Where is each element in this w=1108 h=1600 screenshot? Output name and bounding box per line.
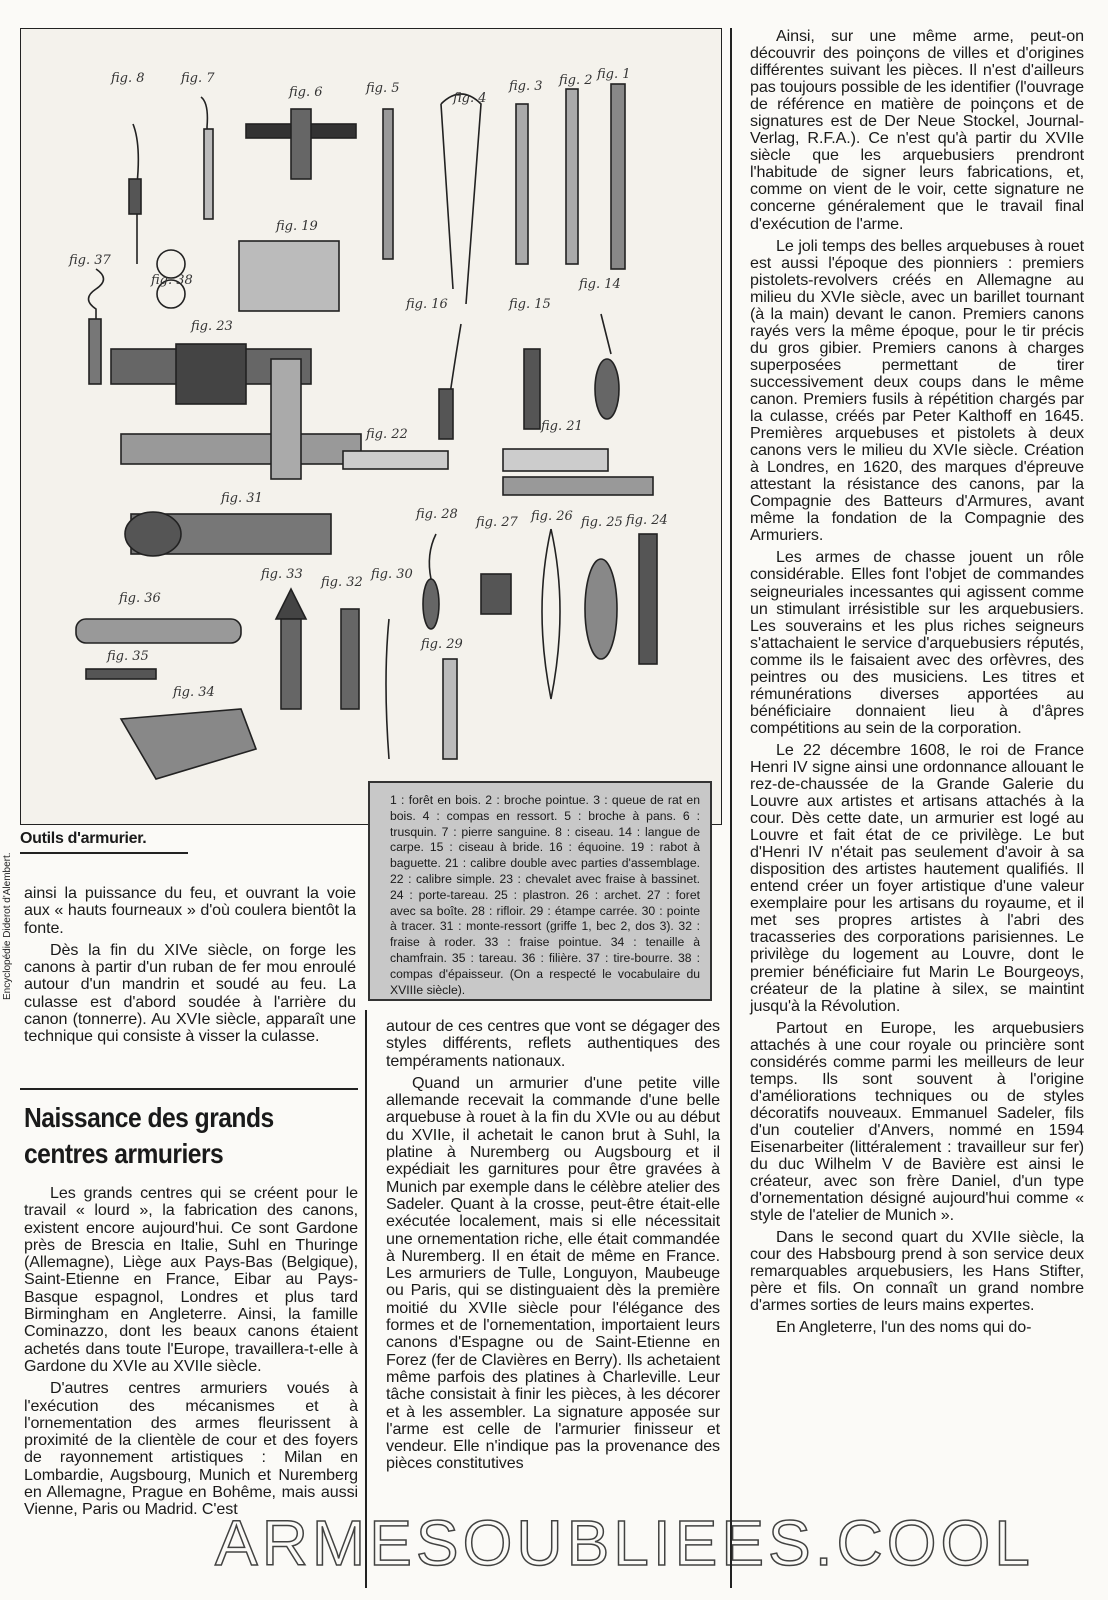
paragraph: ainsi la puissance du feu, et ouvrant la voie aux « hauts fourneaux » d'où coulera bientôt la fonte. <box>24 884 356 937</box>
column-divider <box>365 1010 367 1588</box>
tools-engraving-plate <box>20 28 722 825</box>
fig-label: fig. 29 <box>421 637 463 652</box>
paragraph: Partout en Europe, les arquebusiers attachés à une cour royale ou princière sont considérés comme parmi les meilleurs de leur temps. Ils sont souvent à l'origine d'améliorations techniques ou de styles décoratifs nouveaux. Emmanuel Sadeler, fils d'un coutelier d'Anvers, nommé en 1594 Eisenarbeiter (littéralement : travailleur sur fer) du duc Wilhelm V de Bavière est ainsi le créateur, avec son frère Daniel, d'un type d'ornementation désigné aujourd'hui comme « style de l'atelier de Munich ». <box>750 1018 1084 1225</box>
section-rule <box>20 1088 358 1090</box>
paragraph: Ainsi, sur une même arme, peut-on découvrir des poinçons de villes et d'origines différentes suivant les pièces. Il n'est d'ailleurs pas toujours possible de les identifier (l'ouvrage de référence en matière de poinçons et de signatures est de Der Neue Stockel, Journal-Verlag, R.F.A.). Ce n'est qu'à partir du XVIIe siècle que les arquebusiers prendront l'habitude de signer leurs fabrications, et, comme on vient de le voir, cette signature ne concerne généralement que le travail final d'exécution de l'arme. <box>750 27 1084 233</box>
fig-label: fig. 19 <box>276 219 318 234</box>
column-2 <box>386 1018 720 1473</box>
fig-label: fig. 2 <box>559 73 593 88</box>
fig-label: fig. 30 <box>371 567 413 582</box>
paragraph: Le joli temps des belles arquebuses à rouet est aussi l'époque des pionniers : premiers pistolets-revolvers créés en Allemagne au milieu du XVIe siècle, avec un barillet tournant (à la main) devant le canon. Premiers canons rayés vers la même époque, pour le tir précis du gros gibier. Premiers canons à charges superposées permettant de tirer successivement deux coups dans le même canon. Premiers fusils à répétition chargés par la culasse, créés par Peter Kalthoff en 1645. Premières arquebuses et pistolets à deux canons vers le milieu du XVIe siècle. Création à Londres, en 1620, des marques d'épreuve attestant la résistance des canons, par la Compagnie des Batteurs d'Armures, avant même la fondation de la Compagnie des Armuriers. <box>750 236 1084 545</box>
column-3 <box>750 28 1084 1337</box>
fig-label: fig. 37 <box>69 253 111 268</box>
fig-label: fig. 1 <box>597 67 631 82</box>
fig-label: fig. 25 <box>581 515 623 530</box>
caption-underline <box>20 852 188 854</box>
figure-legend: 1 : forêt en bois. 2 : broche pointue. 3 : queue de rat en bois. 4 : compas en ressort. 5 : broche à pans. 6 : trusquin. 7 : pierre sanguine. 8 : ciseau. 14 : langue de carpe. 15 : ciseau à bride. 16 : équoine. 19 : rabot à baguette. 21 : calibre double avec parties d'assemblage. 22 : calibre simple. 23 : chevalet avec fraise à bassinet. 24 : porte-tareau. 25 : plastron. 26 : archet. 27 : foret avec sa boîte. 28 : rifloir. 29 : étampe carrée. 30 : pointe à tracer. 31 : monte-ressort (griffe 1, bec 2, dos 3). 32 : fraise à roder. 33 : fraise pointue. 34 : tenaille à chamfrain. 35 : tareau. 36 : filière. 37 : tire-bourre. 38 : compas d'épaisseur. (On a respecté le vocabulaire du XVIIIe siècle). <box>368 781 712 1001</box>
fig-label: fig. 35 <box>107 649 149 664</box>
fig-label: fig. 3 <box>509 79 543 94</box>
watermark: ARMESOUBLIEES.COOL <box>215 1507 1034 1579</box>
fig-label: fig. 28 <box>416 507 458 522</box>
fig-label: fig. 6 <box>289 85 323 100</box>
fig-label: fig. 36 <box>119 591 161 606</box>
fig-label: fig. 23 <box>191 319 233 334</box>
fig-label: fig. 5 <box>366 81 400 96</box>
paragraph: Quand un armurier d'une petite ville allemande recevait la commande d'une belle arquebuse à rouet à la fin du XVIe ou au début du XVIIe, il achetait le canon brut à Suhl, la platine à Nuremberg ou Augsbourg et il expédiait les garnitures pour être gravées à Munich par exemple dans le célèbre atelier des Sadeler. Quant à la crosse, peut-être était-elle exécutée localement, mais si elle nécessitait une ornementation riche, elle était commandée à Nuremberg. Il en était de même en France. Les armuriers de Tulle, Longuyon, Maubeuge ou Paris, qui se distinguaient dès la première moitié du XVIIe siècle pour l'élégance des formes et de l'ornementation, importaient leurs canons d'Espagne ou de Saint-Etienne en Forez (fer de Clavières en Berry). Ils achetaient même parfois des platines à Charleville. Leur tâche consistait à finir les pièces, à les décorer et à les assembler. La signature apposée sur l'arme est celle de l'armurier finisseur et vendeur. Elle n'indique pas la provenance des pièces constitutives <box>386 1073 720 1473</box>
fig-label: fig. 27 <box>476 515 518 530</box>
fig-label: fig. 7 <box>181 71 215 86</box>
caption-title: Outils d'armurier. <box>20 830 147 847</box>
fig-label: fig. 26 <box>531 509 573 524</box>
fig-label: fig. 4 <box>453 91 487 106</box>
fig-label: fig. 33 <box>261 567 303 582</box>
fig-label: fig. 31 <box>221 491 263 506</box>
column-divider <box>730 28 732 1588</box>
paragraph: Les grands centres qui se créent pour le travail « lourd », la fabrication des canons, existent encore aujourd'hui. Ce sont Gardone près de Brescia en Italie, Suhl en Thuringe (Allemagne), Liège aux Pays-Bas (Belgique), Saint-Etienne en France, Eibar au Pays-Basque espagnol, Londres et plus tard Birmingham en Angleterre. Ainsi, la famille Cominazzo, dont les beaux canons étaient achetés dans toute l'Europe, travaillera-t-elle à Gardone du XVIe au XVIIe siècle. <box>24 1184 358 1375</box>
fig-label: fig. 34 <box>173 685 215 700</box>
paragraph: D'autres centres armuriers voués à l'exécution des mécanismes et à l'ornementation des armes fleurissent à proximité de la clientèle de cour et des foyers de rayonnement artistiques : Milan en Lombardie, Augsbourg, Munich et Nuremberg en Allemagne, Prague en Bohême, mais aussi Vienne, Paris ou Madrid. C'est <box>24 1379 358 1519</box>
fig-label: fig. 14 <box>579 277 621 292</box>
paragraph: En Angleterre, l'un des noms qui do- <box>776 1318 1032 1337</box>
fig-label: fig. 32 <box>321 575 363 590</box>
paragraph: Dès la fin du XIVe siècle, on forge les canons à partir d'un ruban de fer mou enroulé autour d'un mandrin et soudé au feu. La culasse est d'abord soudée à l'arrière du canon (tonnerre). Au XVIe siècle, apparaît une technique qui consiste à visser la culasse. <box>24 940 356 1046</box>
column-1-bottom <box>24 1185 358 1519</box>
image-credit: Encyclopédie Diderot d'Alembert. <box>2 852 13 1000</box>
column-1-top <box>24 885 356 1046</box>
fig-label: fig. 21 <box>541 419 583 434</box>
fig-label: fig. 15 <box>509 297 551 312</box>
paragraph: autour de ces centres que vont se dégager des styles différents, reflets authentiques des tempéraments nationaux. <box>386 1017 720 1070</box>
paragraph: Les armes de chasse jouent un rôle considérable. Elles font l'objet de commandes seigneuriales incessantes qui agissent comme un stimulant irrésistible sur les arquebusiers. Les souverains et les plus riches seigneurs s'attachaient le service d'arquebusiers réputés, comme ils le faisaient avec des orfèvres, des peintres ou des musiciens. Les titres et rémunérations diverses apportées au bénéficiaire donnaient lieu à d'âpres compétitions au sein de la corporation. <box>750 548 1084 737</box>
paragraph: Dans le second quart du XVIIe siècle, la cour des Habsbourg prend à son service deux remarquables arquebusiers, les Hans Stifter, père et fils. On connaît un grand nombre d'armes sorties de leurs mains expertes. <box>750 1228 1084 1315</box>
fig-label: fig. 24 <box>626 513 668 528</box>
fig-label: fig. 38 <box>151 273 193 288</box>
fig-label: fig. 22 <box>366 427 408 442</box>
fig-label: fig. 8 <box>111 71 145 86</box>
fig-label: fig. 16 <box>406 297 448 312</box>
section-heading: Naissance des grands centres armuriers <box>24 1102 274 1169</box>
paragraph: Le 22 décembre 1608, le roi de France Henri IV signe ainsi une ordonnance allouant le rez-de-chaussée de la Grande Galerie du Louvre aux artistes et artisans attachés à la cour. Dès cette date, un armurier est logé au Louvre et fait état de ce privilège. Le but d'Henri IV n'était pas seulement d'avoir à sa disposition des artistes hautement qualifiés. Il entend créer un foyer artistique d'une valeur exemplaire pour les artisans du royaume, et il met ses propres artistes à l'abri des tracasseries des corporations parisiennes. Le privilège du logement au Louvre, dont le premier bénéficiaire fut Marin Le Bourgeoys, créateur de la platine à silex, se maintint jusqu'à la Révolution. <box>750 740 1084 1015</box>
